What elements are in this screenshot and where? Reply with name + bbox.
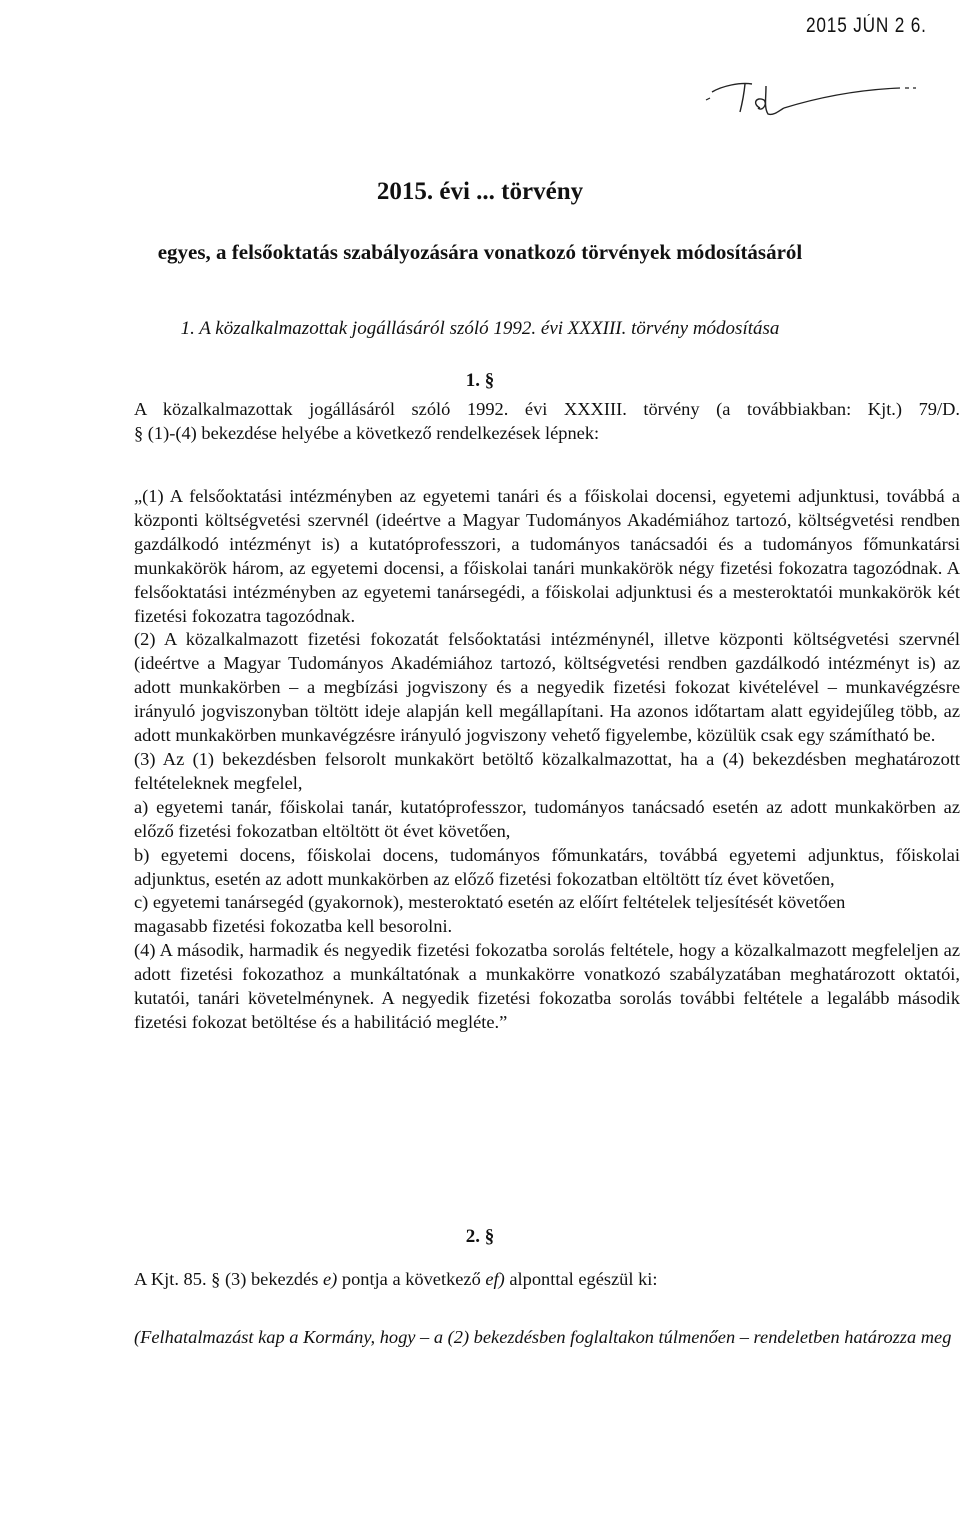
section-2-subpoint-ef: ef) bbox=[485, 1269, 505, 1289]
paragraph-1: „(1) A felsőoktatási intézményben az egyetemi tanári és a főiskolai docensi, egyetemi adjunktusi, továbbá a központi költségvetési szervnél (ideértve a Magyar Tudományos Akadémiához tartozó, költségvetési rendben gazdálkodó intézményt is) a kutatóprofesszori, a tudományos tanácsadói és a tudományos főmunkatársi munkakörök három, az egyetemi docensi, a főiskolai tanári munkakörök négy fizetési fokozatra tagozódnak. A felsőoktatási intézményben az egyetemi tanársegédi, a főiskolai adjunktusi és a mesteroktatói munkakörök két fizetési fokozatra tagozódnak. bbox=[134, 486, 960, 626]
paragraph-2: (2) A közalkalmazott fizetési fokozatát felsőoktatási intézménynél, illetve központi költségvetési szervnél (ideértve a Magyar Tudományos Akadémiához tartozó, költségvetési rendben gazdálkodó intézményt is) az adott munkakörben – a megbízási jogviszony és a negyedik fizetési fokozat kivételével – munkavégzésre irányuló jogviszonyban töltött ideje alapján kell megállapítani. Ha azonos időtartam alatt egyidejűleg több, az adott munkakörben munkavégzésre irányuló jogviszony vehető figyelembe, közülük csak egy számítható be. bbox=[134, 629, 960, 746]
section-2-text bbox=[134, 1268, 960, 1292]
section-1-intro-line1: A közalkalmazottak jogállásáról szóló 1992. évi XXXIII. törvény (a továbbiakban: Kjt.) 79/D. bbox=[134, 399, 960, 419]
handwritten-signature bbox=[700, 64, 930, 134]
paragraph-3-point-c: c) egyetemi tanársegéd (gyakornok), mesteroktató esetén az előírt feltételek teljesítését követően bbox=[134, 892, 846, 913]
section-2-point-e: e) bbox=[322, 1269, 338, 1289]
section-1-number: 1. § bbox=[465, 370, 495, 391]
paragraph-3-point-b: b) egyetemi docens, főiskolai docens, tudományos főmunkatárs, továbbá egyetemi adjunktus, főiskolai adjunktus, esetén az adott munkakörben az előző fizetési fokozatban eltöltött tíz évet követően, bbox=[134, 844, 960, 889]
paragraph-4: (4) A második, harmadik és negyedik fizetési fokozatba sorolás feltétele, hogy a közalkalmazott megfeleljen az adott fizetési fokozathoz a munkáltatónak a munkakörre vonatkozó szabályzatában meghatározott oktatói, kutatói, tanári követelménynek. A negyedik fizetési fokozatba sorolás további feltétele a legalább második fizetési fokozat betöltése és a habilitáció megléte.” bbox=[134, 940, 960, 1032]
received-stamp: 2015 JÚN 2 6. bbox=[806, 14, 927, 37]
section-2-text-a: A Kjt. 85. § (3) bekezdés bbox=[134, 1269, 323, 1289]
paragraph-3-point-a: a) egyetemi tanár, főiskolai tanár, kutatóprofesszor, tudományos tanácsadó esetén az adott munkakörben az előző fizetési fokozatban eltöltött öt évet követően, bbox=[134, 796, 960, 841]
section-2-text-c: alponttal egészül ki: bbox=[504, 1269, 658, 1289]
law-subtitle: egyes, a felsőoktatás szabályozására vonatkozó törvények módosításáról bbox=[157, 240, 803, 264]
section-2-italic-text: (Felhatalmazást kap a Kormány, hogy – a (2) bekezdésben foglaltakon túlmenően – rendeletben határozza meg bbox=[134, 1327, 952, 1347]
section-1-body bbox=[134, 485, 960, 1035]
section-1-intro bbox=[134, 398, 960, 446]
section-2-text-b: pontja a következő bbox=[337, 1269, 486, 1289]
section-2-number: 2. § bbox=[465, 1226, 495, 1247]
section-1-intro-line2: § (1)-(4) bekezdése helyébe a következő rendelkezések lépnek: bbox=[134, 422, 600, 443]
chapter-heading: 1. A közalkalmazottak jogállásáról szóló 1992. évi XXXIII. törvény módosítása bbox=[180, 318, 780, 339]
paragraph-3: (3) Az (1) bekezdésben felsorolt munkakört betöltő közalkalmazottat, ha a (4) bekezdésben meghatározott feltételeknek megfelel, bbox=[134, 748, 960, 793]
paragraph-3-closing: magasabb fizetési fokozatba kell besorolni. bbox=[134, 916, 453, 937]
law-title: 2015. évi ... törvény bbox=[376, 178, 584, 205]
